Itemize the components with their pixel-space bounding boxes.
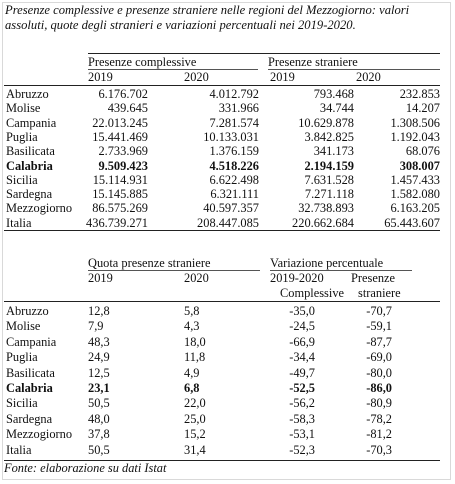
figure-title: Presenze complessive e presenze straniere nelle regioni del Mezzogiorno: valori assoluti, quote degli stranieri e variazioni percentuali nei 2019-2020.	[5, 3, 410, 32]
quota-2019-cell: 48,3	[88, 334, 110, 349]
straniere-2019-cell: 3.842.825	[304, 129, 354, 144]
table1-header-rule	[4, 85, 440, 86]
variazione-straniere-cell: -69,0	[366, 350, 392, 365]
straniere-2020-cell: 14.207	[405, 101, 440, 116]
straniere-2019-cell: 2.194.159	[304, 158, 354, 173]
straniere-2020-cell: 1.192.043	[390, 129, 440, 144]
region-label: Italia	[6, 215, 32, 230]
complessive-2020-cell: 208.447.085	[197, 215, 259, 230]
region-label: Sicilia	[6, 172, 38, 187]
complessive-2019-cell: 436.739.271	[86, 215, 148, 230]
region-label: Calabria	[6, 381, 53, 395]
straniere-2020-cell: 232.853	[399, 87, 440, 101]
straniere-2020-cell: 1.457.433	[390, 172, 440, 187]
quota-2020-cell: 18,0	[184, 334, 206, 349]
table2-period-header: 2019-2020	[270, 271, 324, 285]
region-label: Puglia	[6, 350, 38, 365]
straniere-2020-cell: 6.163.205	[390, 201, 440, 216]
complessive-2020-cell: 4.012.792	[209, 87, 259, 101]
quota-2019-cell: 12,8	[88, 304, 110, 318]
variazione-straniere-cell: -81,2	[366, 427, 392, 442]
variazione-complessive-cell: -52,5	[289, 381, 315, 395]
complessive-2019-cell: 6.176.702	[98, 87, 148, 101]
table1-top-rule	[88, 53, 440, 54]
quota-2020-cell: 4,9	[184, 365, 200, 380]
complessive-2019-cell: 2.733.969	[98, 144, 148, 159]
quota-2019-cell: 48,0	[88, 411, 110, 426]
complessive-2019-cell: 439.645	[107, 101, 148, 116]
complessive-2019-cell: 15.145.885	[92, 187, 148, 202]
straniere-2020-cell: 1.308.506	[390, 115, 440, 130]
straniere-2020-cell: 1.582.080	[390, 187, 440, 202]
complessive-2019-cell: 15.114.931	[92, 172, 148, 187]
complessive-2020-cell: 7.281.574	[209, 115, 259, 130]
quota-2019-cell: 24,9	[88, 350, 110, 365]
straniere-2020-cell: 308.007	[399, 158, 440, 173]
region-label: Abruzzo	[6, 87, 49, 101]
variazione-straniere-cell: -86,0	[366, 381, 392, 395]
straniere-2019-cell: 7.631.528	[304, 172, 354, 187]
straniere-2020-cell: 65.443.607	[384, 215, 440, 230]
complessive-2019-cell: 15.441.469	[92, 129, 148, 144]
region-label: Basilicata	[6, 144, 55, 159]
quota-2019-cell: 37,8	[88, 427, 110, 442]
quota-2020-cell: 25,0	[184, 411, 206, 426]
table1-group-straniere: Presenze straniere	[268, 55, 358, 69]
region-label: Molise	[6, 319, 41, 334]
complessive-2020-cell: 6.622.498	[209, 172, 259, 187]
table1-group-complessive: Presenze complessive	[88, 55, 197, 69]
variazione-straniere-cell: -70,7	[366, 304, 392, 318]
table2-year-header: 2020	[184, 271, 209, 285]
table2-group-rule-quota	[88, 270, 260, 271]
straniere-2019-cell: 341.173	[313, 144, 354, 159]
straniere-2019-cell: 220.662.684	[292, 215, 354, 230]
variazione-complessive-cell: -56,2	[289, 396, 315, 411]
region-label: Campania	[6, 334, 57, 349]
table2-group-quota: Quota presenze straniere	[88, 256, 211, 270]
table2-col-complessive: Complessive	[280, 286, 345, 300]
quota-2019-cell: 12,5	[88, 365, 110, 380]
variazione-complessive-cell: -52,3	[289, 442, 315, 457]
region-label: Campania	[6, 115, 57, 130]
table1-group-rule-complessive	[88, 69, 258, 70]
region-label: Basilicata	[6, 365, 55, 380]
region-label: Sardegna	[6, 411, 53, 426]
variazione-complessive-cell: -34,4	[289, 350, 315, 365]
complessive-2020-cell: 6.321.111	[210, 187, 259, 202]
variazione-straniere-cell: -59,1	[366, 319, 392, 334]
table2-header-rule	[4, 301, 440, 302]
region-label: Mezzogiorno	[6, 201, 73, 216]
complessive-2020-cell: 1.376.159	[209, 144, 259, 159]
quota-2020-cell: 5,8	[184, 304, 200, 318]
table2-year-header: 2019	[88, 271, 113, 285]
region-label: Molise	[6, 101, 41, 116]
table2-group-variazione: Variazione percentuale	[270, 256, 384, 270]
quota-2019-cell: 50,5	[88, 396, 110, 411]
complessive-2019-cell: 22.013.245	[92, 115, 148, 130]
quota-2020-cell: 15,2	[184, 427, 206, 442]
table2-col-straniere: straniere	[358, 286, 401, 300]
source-note: Fonte: elaborazione su dati Istat	[4, 461, 167, 475]
complessive-2020-cell: 10.133.031	[203, 129, 259, 144]
region-label: Puglia	[6, 129, 38, 144]
complessive-2020-cell: 331.966	[218, 101, 259, 116]
complessive-2020-cell: 4.518.226	[209, 158, 259, 173]
straniere-2019-cell: 10.629.878	[298, 115, 354, 130]
variazione-straniere-cell: -80,9	[366, 396, 392, 411]
quota-2019-cell: 7,9	[88, 319, 104, 334]
variazione-straniere-cell: -87,7	[366, 334, 392, 349]
complessive-2019-cell: 9.509.423	[98, 158, 148, 173]
straniere-2019-cell: 7.271.118	[304, 187, 354, 202]
variazione-complessive-cell: -35,0	[289, 304, 315, 318]
straniere-2020-cell: 68.076	[405, 144, 440, 159]
complessive-2019-cell: 86.575.269	[92, 201, 148, 216]
straniere-2019-cell: 793.468	[313, 87, 354, 101]
quota-2019-cell: 23,1	[88, 381, 110, 395]
variazione-straniere-cell: -78,2	[366, 411, 392, 426]
complessive-2020-cell: 40.597.357	[203, 201, 259, 216]
quota-2020-cell: 11,8	[184, 350, 206, 365]
quota-2019-cell: 50,5	[88, 442, 110, 457]
region-label: Sicilia	[6, 396, 38, 411]
region-label: Calabria	[6, 158, 53, 173]
region-label: Abruzzo	[6, 304, 49, 318]
variazione-complessive-cell: -53,1	[289, 427, 315, 442]
variazione-complessive-cell: -24,5	[289, 319, 315, 334]
region-label: Italia	[6, 442, 32, 457]
quota-2020-cell: 22,0	[184, 396, 206, 411]
region-label: Mezzogiorno	[6, 427, 73, 442]
straniere-2019-cell: 34.744	[319, 101, 354, 116]
table1-bottom-rule	[4, 230, 440, 231]
table1-year-header: 2019	[270, 70, 295, 84]
region-label: Sardegna	[6, 187, 53, 202]
straniere-2019-cell: 32.738.893	[298, 201, 354, 216]
quota-2020-cell: 31,4	[184, 442, 206, 457]
variazione-complessive-cell: -58,3	[289, 411, 315, 426]
variazione-complessive-cell: -49,7	[289, 365, 315, 380]
quota-2020-cell: 4,3	[184, 319, 200, 334]
variazione-straniere-cell: -80,0	[366, 365, 392, 380]
quota-2020-cell: 6,8	[184, 381, 200, 395]
variazione-straniere-cell: -70,3	[366, 442, 392, 457]
table1-year-header: 2020	[356, 70, 381, 84]
table2-col-presenze: Presenze	[351, 271, 396, 285]
variazione-complessive-cell: -66,9	[289, 334, 315, 349]
table1-year-header: 2019	[88, 70, 113, 84]
table1-year-header: 2020	[184, 70, 209, 84]
